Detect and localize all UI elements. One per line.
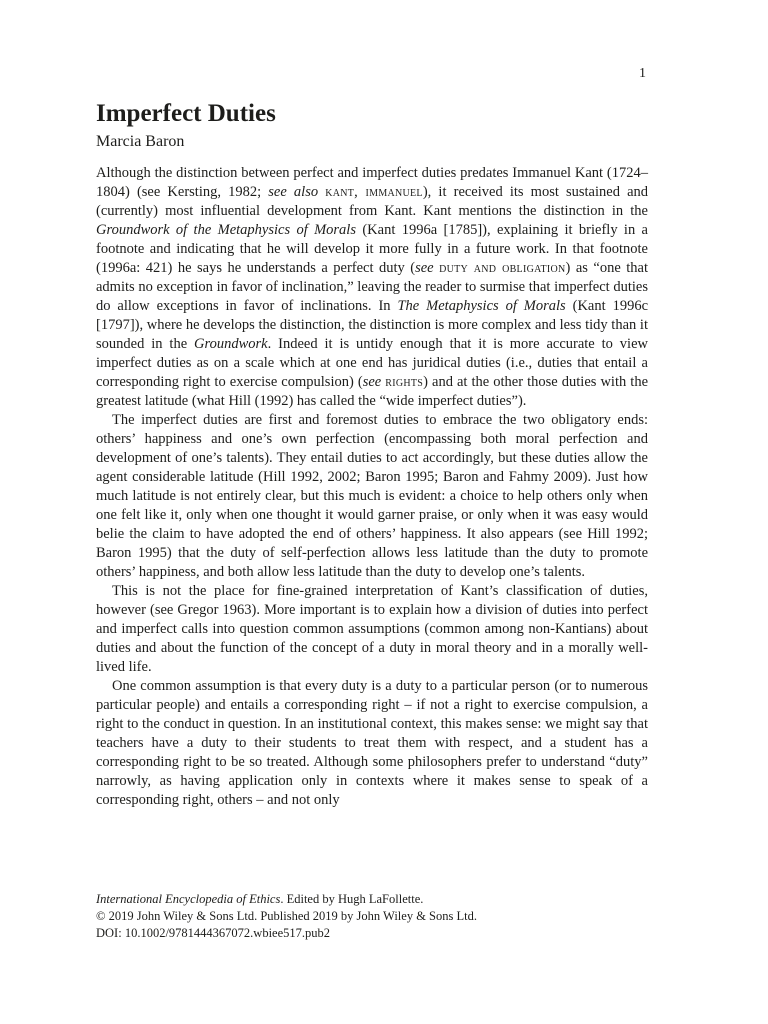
article-body [96,164,648,810]
italic-text: Groundwork of the Metaphysics of Morals [96,222,356,238]
italic-text: see [415,260,434,276]
text-run: One common assumption is that every duty is a duty to a particular person (or to numerous particular people) and entails a corresponding right – if not a right to exercise compulsion, a right to the conduct in question. In an institutional context, this makes sense: we might say that teachers have a duty to their students to treat them with respect, and a student has a corresponding right to be so treated. Although some philosophers prefer to understand “duty” narrowly, as having application only in contexts where it makes sense to speak of a corresponding right, others – and not only [96,678,648,808]
page-number: 1 [639,66,646,81]
cross-reference: kant, immanuel [325,184,423,200]
text-run: ) and at the other those duties with the greatest latitude (what Hill (1992) has called the “wide imperfect duties”). [96,374,648,409]
footer-editor: . Edited by Hugh LaFollette. [280,892,424,906]
cross-reference: rights [385,374,424,390]
body-paragraph [96,164,648,411]
publication-footer [96,891,656,942]
footer-copyright: © 2019 John Wiley & Sons Ltd. Published 2019 by John Wiley & Sons Ltd. [96,909,477,923]
text-run: Although the distinction between perfect and imperfect duties predates Immanuel Kant (1724–1804) (see Kersting, 1982; [96,165,648,200]
footer-publication-title: International Encyclopedia of Ethics [96,892,281,906]
footer-citation [96,891,656,908]
italic-text: see [362,374,382,390]
article-title: Imperfect Duties [96,100,276,127]
body-paragraph [96,411,648,582]
cross-reference: duty and obligation [439,260,566,276]
text-run: ) as “one that admits no exception in favor of inclination,” leaving the reader to surmise that imperfect duties do allow exceptions in favor of inclinations. In [96,260,649,314]
italic-text: Groundwork [194,336,268,352]
text-run: . Indeed it is untidy enough that it is more accurate to view imperfect duties as on a scale which at one end has juridical duties (i.e., duties that entail a corresponding right to exercise compulsion) ( [96,336,648,390]
text-run: The imperfect duties are first and foremost duties to embrace the two obligatory ends: others’ happiness and one’s own perfection (encompassing both moral perfection and development of one’s talents). They entail duties to act accordingly, but these duties allow the agent considerable latitude (Hill 1992, 2002; Baron 1995; Baron and Fahmy 2009). Just how much latitude is not entirely clear, but this much is evident: a choice to help others only when one felt like it, only when one thought it would garner praise, or only when it was easy would belie the claim to have adopted the end of others’ happiness. It also appears (see Hill 1992; Baron 1995) that the duty of self-perfection allows less latitude than the duty to promote others’ happiness, and both allow less latitude than the duty to develop one’s talents. [96,412,648,580]
footer-doi: DOI: 10.1002/9781444367072.wbiee517.pub2 [96,926,331,940]
text-run: ), it received its most sustained and (currently) most influential development from Kant. Kant mentions the distinction in the [96,184,649,219]
body-paragraph [96,677,648,810]
text-run: This is not the place for fine-grained interpretation of Kant’s classification of duties, however (see Gregor 1963). More important is to explain how a division of duties into perfect and imperfect calls into question common assumptions (common among non-Kantians) about duties and about the function of the concept of a duty in moral theory and in a morally well-lived life. [96,583,648,675]
italic-text: The Metaphysics of Morals [397,298,566,314]
body-paragraph [96,582,648,677]
article-author: Marcia Baron [96,133,185,150]
text-run: (Kant 1996c [1797]), where he develops the distinction, the distinction is more complex and less tidy than it sounded in the [96,298,648,352]
text-run: (Kant 1996a [1785]), explaining it briefly in a footnote and indicating that he will develop it more fully in a future work. In that footnote (1996a: 421) he says he understands a perfect duty ( [96,222,648,276]
italic-text: see also [268,184,319,200]
